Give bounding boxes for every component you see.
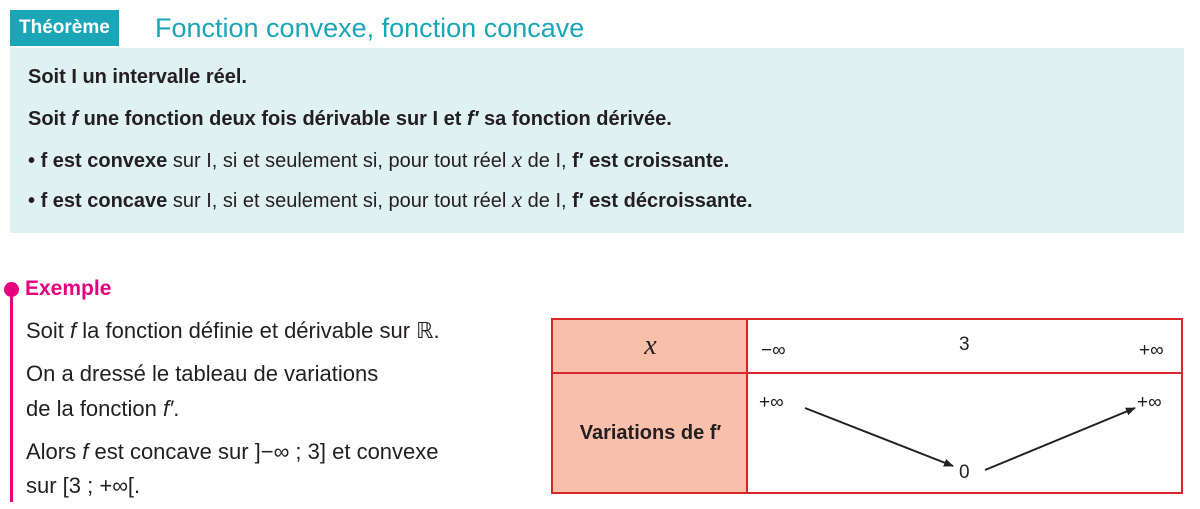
convex-term: f est convexe bbox=[40, 150, 168, 172]
x-variable: x bbox=[511, 187, 523, 212]
x-value-minus-infinity: −∞ bbox=[761, 340, 786, 361]
example-dot-icon bbox=[4, 282, 19, 297]
f-symbol: f bbox=[82, 439, 89, 464]
example-bar bbox=[10, 290, 13, 502]
example-line-2: On a dressé le tableau de variations bbox=[26, 361, 379, 386]
theorem-line-2 bbox=[28, 104, 672, 134]
increasing-term: f′ est croissante. bbox=[572, 150, 730, 172]
increasing-arrow bbox=[985, 408, 1135, 470]
decreasing-arrow bbox=[805, 408, 953, 466]
fprime-symbol: f′ bbox=[466, 108, 479, 130]
text: Soit bbox=[26, 318, 71, 343]
text: Alors bbox=[26, 439, 83, 464]
text: la fonction définie et dérivable sur ℝ. bbox=[76, 318, 440, 343]
theorem-line-1: Soit I un intervalle réel. bbox=[28, 66, 247, 88]
f-symbol: f bbox=[71, 108, 79, 130]
x-value-three: 3 bbox=[959, 334, 970, 355]
text: est concave sur ]−∞ ; 3] et convexe bbox=[88, 439, 439, 464]
example-line-3 bbox=[26, 394, 179, 424]
theorem-box bbox=[10, 48, 1184, 233]
decreasing-term: f′ est décroissante. bbox=[572, 190, 753, 212]
var-value-min: 0 bbox=[959, 462, 970, 483]
example-line-5: sur [3 ; +∞[. bbox=[26, 473, 141, 498]
text: de la fonction bbox=[26, 396, 163, 421]
table-variations-label: Variations de f′ bbox=[579, 422, 722, 444]
text: sur I, si et seulement si, pour tout réel bbox=[167, 150, 512, 172]
text: . bbox=[173, 396, 180, 421]
text: Soit bbox=[28, 108, 72, 130]
text: une fonction deux fois dérivable sur I et bbox=[78, 108, 467, 130]
var-value-end: +∞ bbox=[1137, 392, 1162, 413]
x-variable: x bbox=[511, 147, 523, 172]
bullet: • bbox=[28, 150, 41, 172]
example-line-1 bbox=[26, 316, 440, 346]
text: de I, bbox=[522, 190, 573, 212]
text: de I, bbox=[522, 150, 573, 172]
var-value-start: +∞ bbox=[759, 392, 784, 413]
fprime-symbol: f′ bbox=[162, 396, 174, 421]
example-line-4 bbox=[26, 437, 439, 467]
concave-term: f est concave bbox=[40, 190, 168, 212]
x-value-plus-infinity: +∞ bbox=[1139, 340, 1164, 361]
text: sur I, si et seulement si, pour tout réel bbox=[167, 190, 512, 212]
text: sa fonction dérivée. bbox=[478, 108, 672, 130]
variation-arrows bbox=[553, 320, 1181, 492]
variation-table bbox=[551, 318, 1183, 494]
theorem-bullet-convex bbox=[28, 145, 729, 176]
theorem-title: Fonction convexe, fonction concave bbox=[155, 13, 585, 43]
theorem-badge: Théorème bbox=[10, 10, 119, 46]
theorem-bullet-concave bbox=[28, 185, 753, 216]
f-symbol: f bbox=[70, 318, 77, 343]
table-x-label: x bbox=[644, 330, 657, 361]
example-title: Exemple bbox=[25, 277, 112, 300]
bullet: • bbox=[28, 190, 41, 212]
